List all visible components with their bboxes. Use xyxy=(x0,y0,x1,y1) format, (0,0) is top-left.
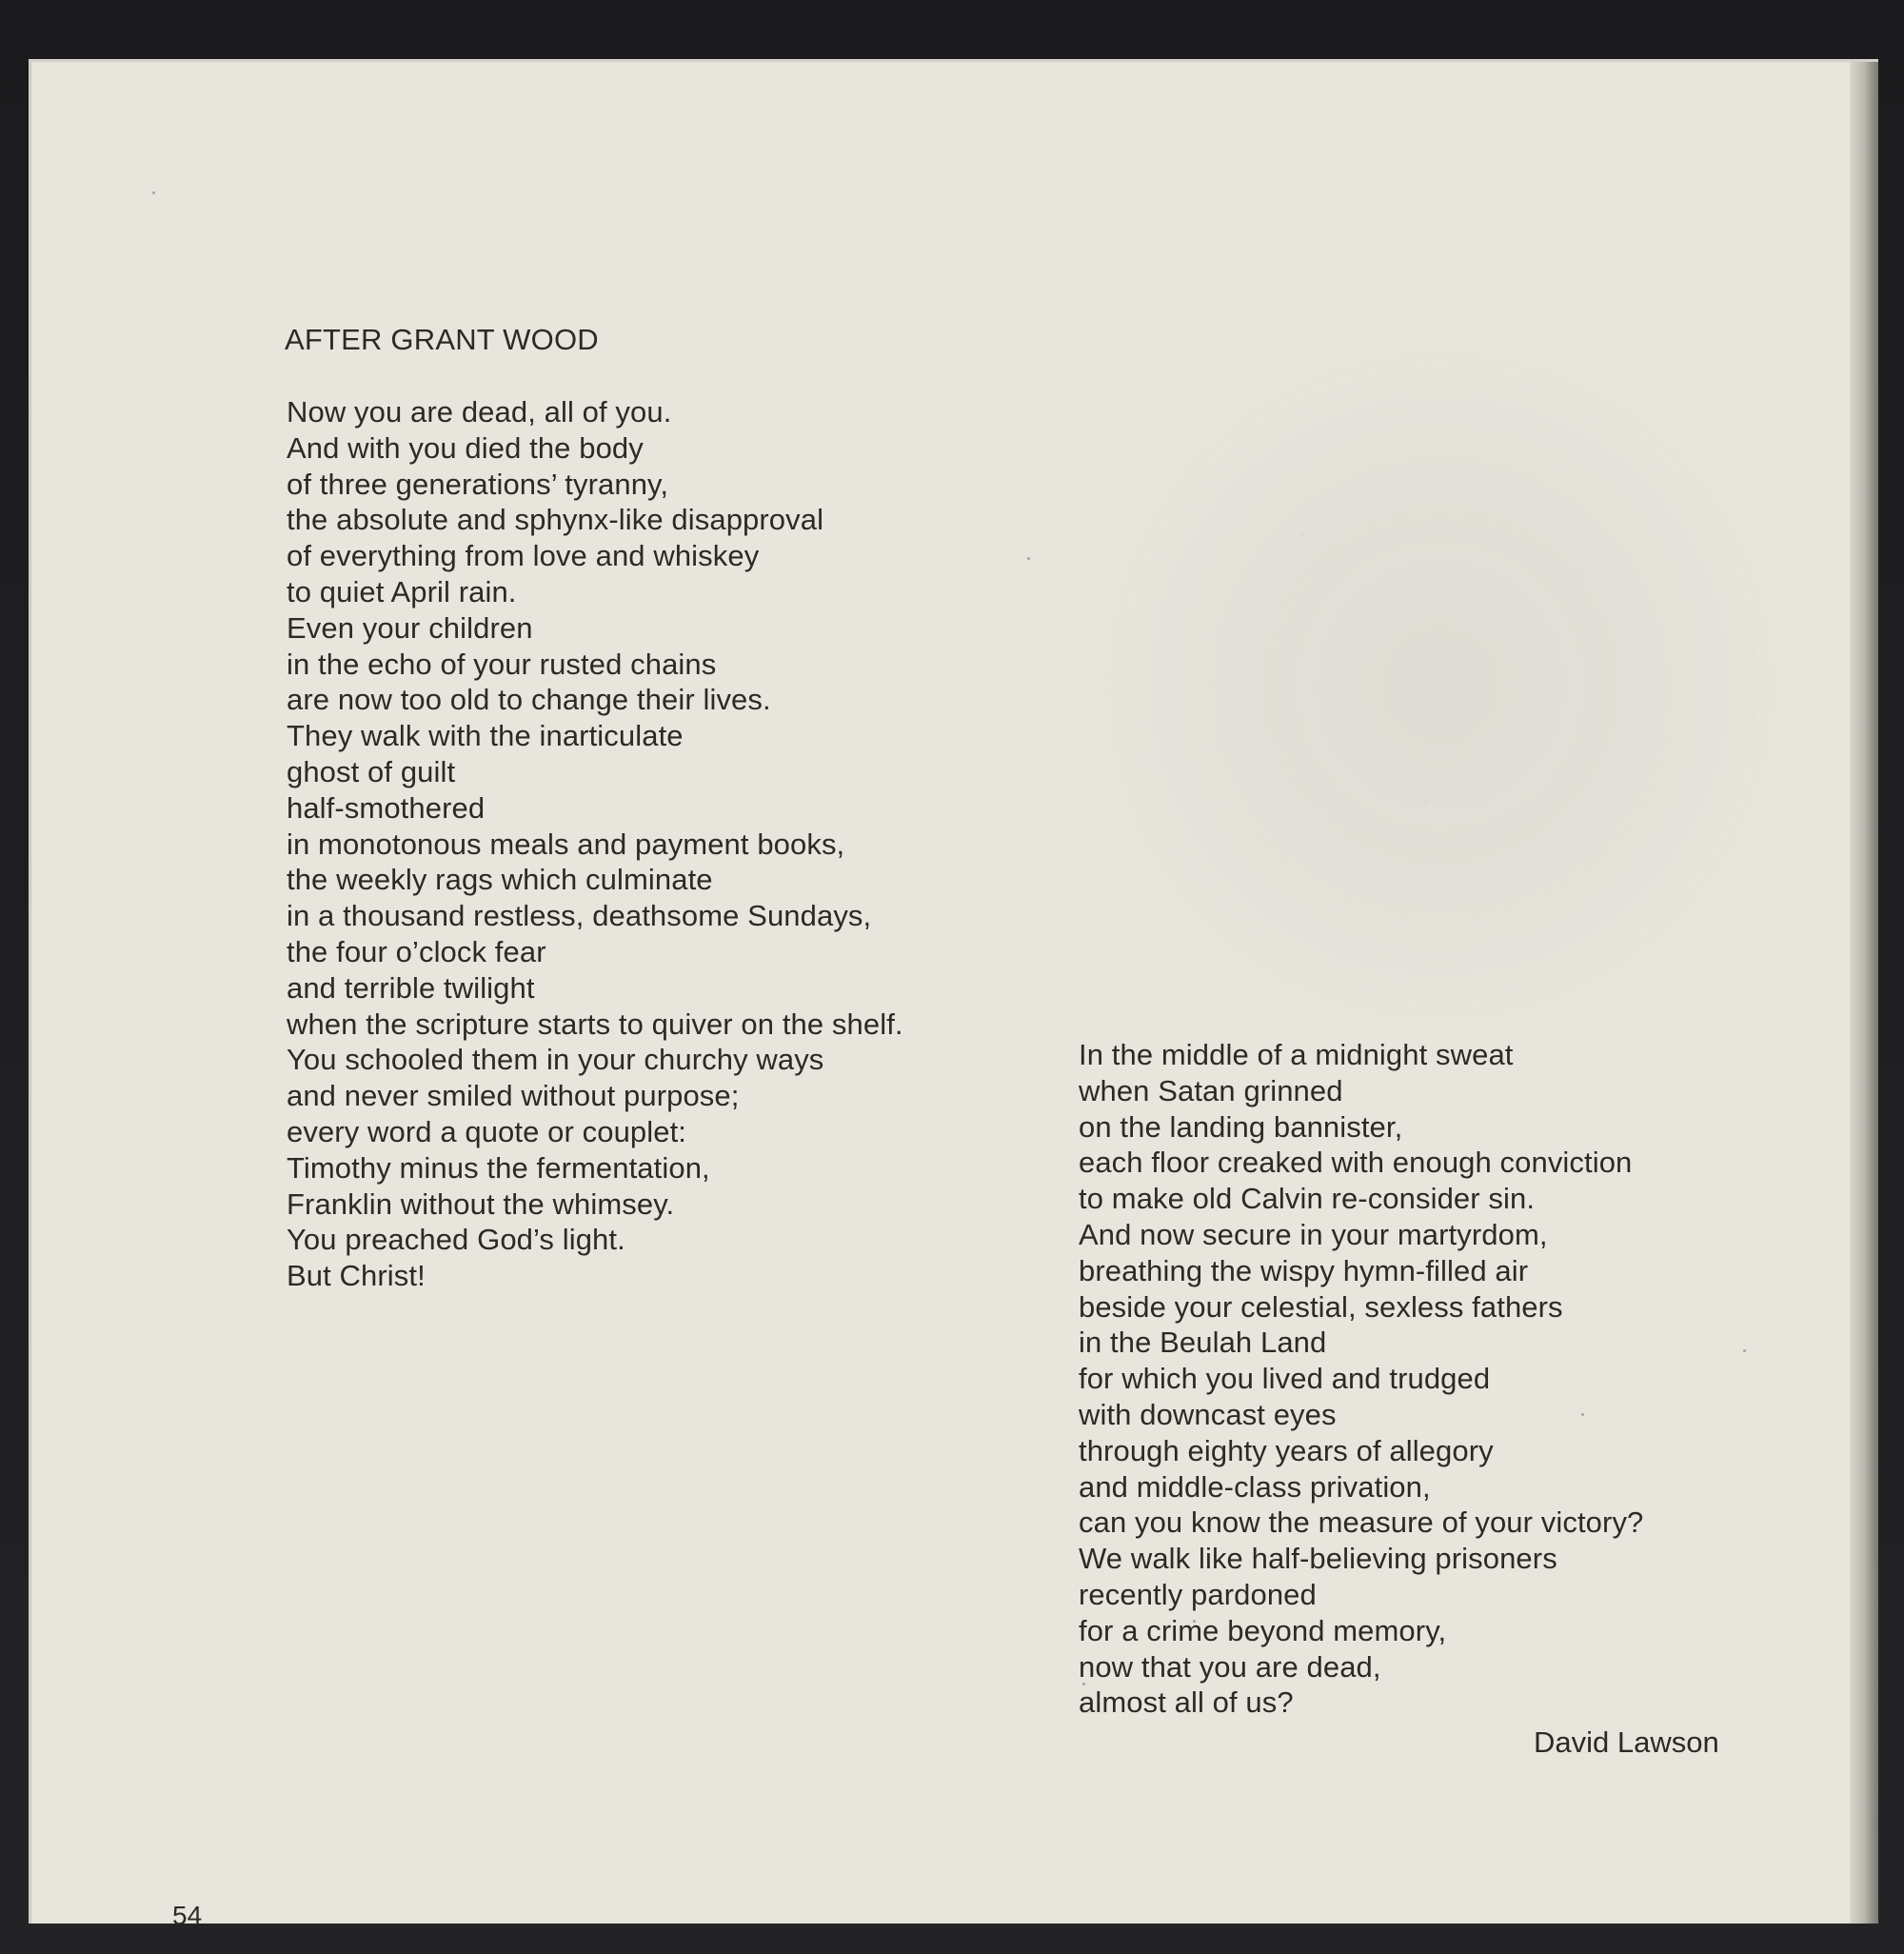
poem-line: the four o’clock fear xyxy=(287,934,546,968)
poem-line: and middle-class privation, xyxy=(1079,1469,1431,1504)
dust-speck xyxy=(1581,1413,1584,1416)
poem-line: to quiet April rain. xyxy=(287,574,517,608)
poem-line: and never smiled without purpose; xyxy=(287,1079,740,1113)
poem-line: in monotonous meals and payment books, xyxy=(287,827,845,861)
poem-line: in the Beulah Land xyxy=(1079,1326,1327,1360)
poem-line: almost all of us? xyxy=(1079,1685,1294,1720)
poem-line: We walk like half-believing prisoners xyxy=(1079,1542,1557,1576)
poem-line: to make old Calvin re-consider sin. xyxy=(1079,1182,1536,1216)
poem-line: through eighty years of allegory xyxy=(1079,1433,1494,1467)
dust-speck xyxy=(1027,557,1030,560)
poem-line: breathing the wispy hymn-filled air xyxy=(1079,1253,1529,1287)
dust-speck xyxy=(1193,1620,1196,1623)
poem-line: Franklin without the whimsey. xyxy=(287,1186,675,1221)
poem-line: half-smothered xyxy=(287,790,486,825)
poem-line: when Satan grinned xyxy=(1079,1073,1343,1107)
poem-line: And with you died the body xyxy=(287,430,644,465)
poem-line: for which you lived and trudged xyxy=(1079,1362,1491,1396)
poem-line: the absolute and sphynx-like disapproval xyxy=(287,503,824,537)
poem-line: the weekly rags which culminate xyxy=(287,863,713,897)
poem-line: ghost of guilt xyxy=(287,754,456,788)
book-page xyxy=(29,59,1878,1930)
poem-line: Now you are dead, all of you. xyxy=(287,395,672,429)
poem-title: AFTER GRANT WOOD xyxy=(285,323,599,356)
poem-line: of three generations’ tyranny, xyxy=(287,467,669,501)
poem-line: in the echo of your rusted chains xyxy=(287,647,717,681)
poem-line: can you know the measure of your victory? xyxy=(1079,1505,1644,1540)
dust-speck xyxy=(1082,1683,1085,1685)
poem-line: They walk with the inarticulate xyxy=(287,719,684,753)
dust-speck xyxy=(152,191,155,194)
poem-right-column xyxy=(1079,1037,1802,1721)
poem-line: Even your children xyxy=(287,610,533,645)
page-gutter-shadow xyxy=(1865,62,1878,1924)
poem-line: when the scripture starts to quiver on the shelf. xyxy=(287,1007,903,1041)
poem-line: now that you are dead, xyxy=(1079,1649,1381,1684)
dust-speck xyxy=(1743,1349,1746,1352)
poem-line: recently pardoned xyxy=(1079,1577,1317,1611)
poem-line: In the middle of a midnight sweat xyxy=(1079,1038,1514,1071)
poem-line: with downcast eyes xyxy=(1079,1397,1337,1431)
poem-line: Timothy minus the fermentation, xyxy=(287,1150,710,1185)
poem-line: beside your celestial, sexless fathers xyxy=(1079,1289,1563,1324)
poem-line: You preached God’s light. xyxy=(287,1223,625,1257)
faint-circular-illustration xyxy=(1098,343,1783,1028)
poem-left-column xyxy=(287,394,1067,1294)
page-number: 54 xyxy=(172,1901,203,1930)
poem-line: are now too old to change their lives. xyxy=(287,683,771,717)
poem-line: You schooled them in your churchy ways xyxy=(287,1043,824,1077)
poem-line: every word a quote or couplet: xyxy=(287,1114,687,1148)
poem-line: in a thousand restless, deathsome Sundays, xyxy=(287,899,872,933)
poem-line: on the landing bannister, xyxy=(1079,1109,1403,1144)
poem-line: for a crime beyond memory, xyxy=(1079,1613,1447,1647)
poem-line: of everything from love and whiskey xyxy=(287,539,760,573)
poem-line: But Christ! xyxy=(287,1259,426,1293)
poem-line: and terrible twilight xyxy=(287,970,535,1005)
poem-line: And now secure in your martyrdom, xyxy=(1079,1217,1548,1251)
poem-line: each floor creaked with enough conviction xyxy=(1079,1146,1633,1180)
poem-author: David Lawson xyxy=(1534,1725,1719,1759)
